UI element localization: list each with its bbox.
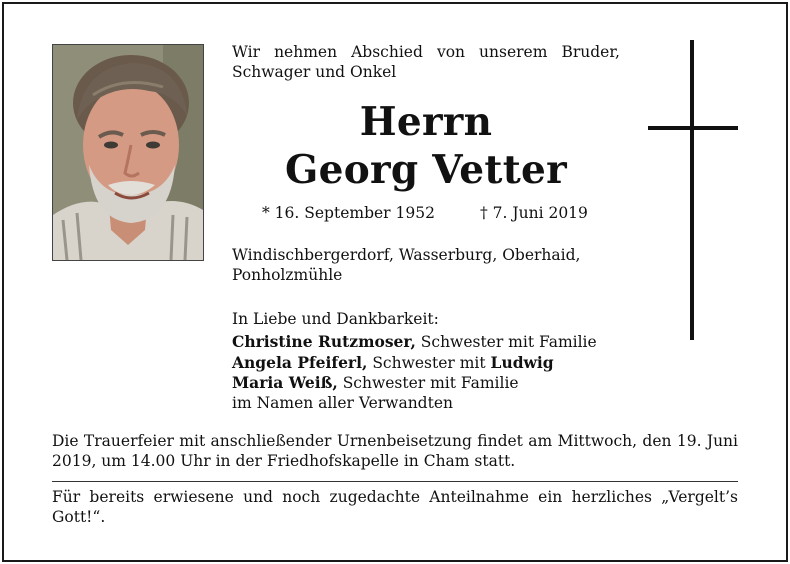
- mourner-relation: Schwester mit: [367, 354, 491, 372]
- mourner-name: Angela Pfeiferl,: [232, 353, 368, 372]
- mourner-name: Maria Weiß,: [232, 373, 338, 392]
- closing-line: im Namen aller Verwandten: [232, 394, 453, 412]
- mourner-line: [232, 373, 632, 393]
- mourner-line: [232, 353, 632, 373]
- places-text: Windischbergerdorf, Wasserburg, Oberhaid, Ponholzmühle: [232, 246, 581, 284]
- thanks-heading: In Liebe und Dankbarkeit:: [232, 310, 439, 328]
- birth-date: * 16. September 1952: [262, 204, 435, 222]
- death-date: † 7. Juni 2019: [480, 204, 588, 222]
- mourner-name: Christine Rutzmoser,: [232, 332, 416, 351]
- salutation: Herrn: [359, 99, 493, 145]
- deceased-name: Georg Vetter: [284, 147, 567, 193]
- ceremony-text: Die Trauerfeier mit anschließender Urnenbeisetzung findet am Mittwoch, den 19. Juni 2019, um 14.00 Uhr in der Friedhofskapelle in Cham statt.: [52, 432, 738, 470]
- gratitude-text: Für bereits erwiesene und noch zugedachte Anteilnahme ein herzliches „Vergelt’s Gott!“.: [52, 488, 738, 526]
- intro-text: Wir nehmen Abschied von unserem Bruder, Schwager und Onkel: [232, 43, 620, 81]
- mourner-relation: Schwester mit Familie: [337, 374, 519, 392]
- mourner-companion: Ludwig: [490, 353, 554, 372]
- mourner-line: [232, 332, 632, 352]
- portrait-photo: [52, 44, 204, 261]
- mourner-relation: Schwester mit Familie: [415, 333, 597, 351]
- portrait-illustration: [53, 45, 203, 260]
- cross-icon: [648, 40, 740, 340]
- divider: [52, 481, 738, 482]
